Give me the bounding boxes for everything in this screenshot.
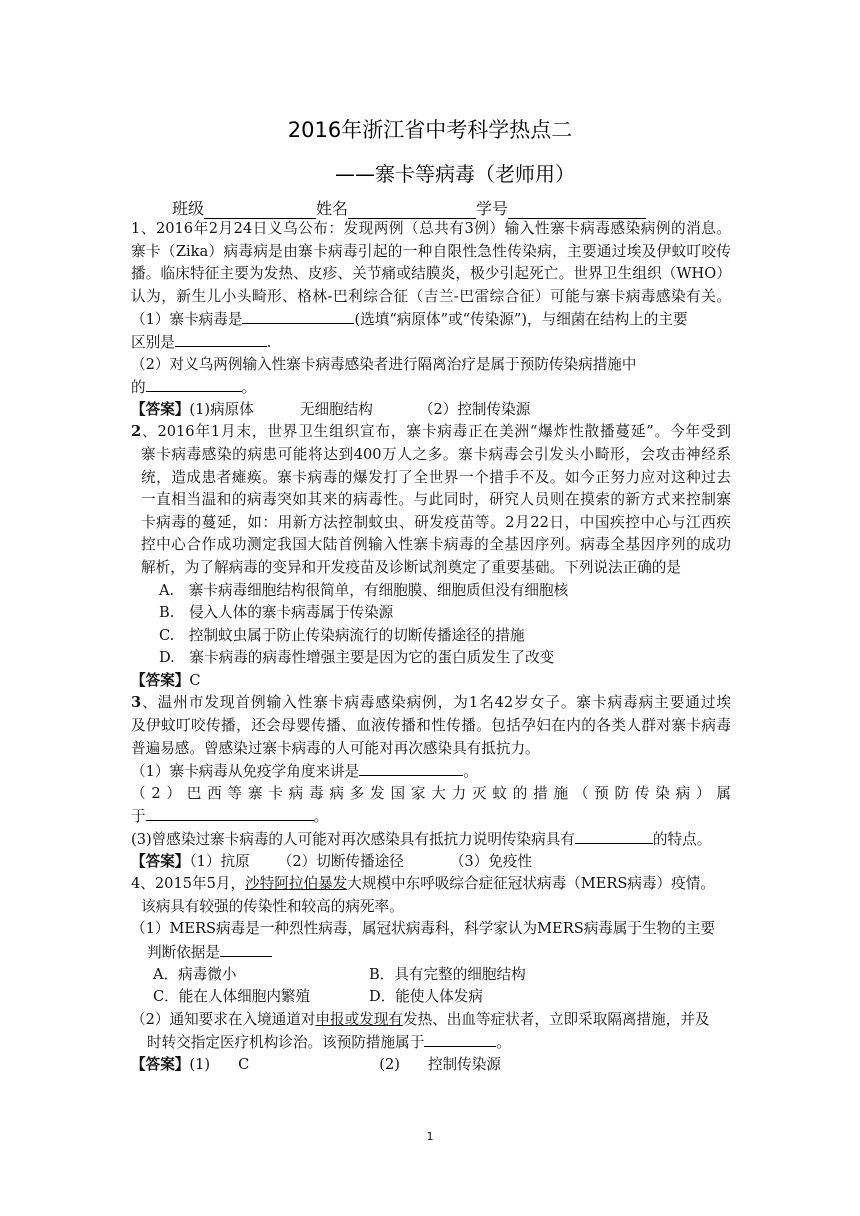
answer-label: 【答案】 <box>131 400 190 418</box>
answer-text: （2）切断传播途径 <box>277 852 404 870</box>
q4-sub2-text: 时转交指定医疗机构诊治。该预防措施属于 <box>147 1034 425 1052</box>
q3-number: 3 <box>131 694 142 712</box>
q4-text: 4、2015年5月， <box>131 875 246 893</box>
q1-line: 认为，新生儿小头畸形、格林-巴利综合征（吉兰-巴雷综合征）可能与寨卡病毒感染有关。 <box>131 287 731 305</box>
q4-blank-2[interactable] <box>424 1031 496 1047</box>
q4-sub1-text: 判断依据是 <box>147 944 220 961</box>
class-label: 班级 <box>172 199 205 218</box>
answer-text: (2) <box>379 1055 400 1073</box>
answer-label: 【答案】 <box>131 852 190 870</box>
q4-sub1-cont <box>131 941 731 964</box>
q3-sub1-text: 。 <box>463 763 478 781</box>
q3-line: 普遍易感。曾感染过寨卡病毒的人可能对再次感染具有抵抗力。 <box>131 739 540 757</box>
q4-blank-1[interactable] <box>220 941 272 957</box>
q4-option-d: D．能使人体发病 <box>369 988 483 1006</box>
q1-blank-3[interactable] <box>146 376 242 392</box>
q1-sub2-text: 的 <box>131 379 146 397</box>
id-label: 学号 <box>476 199 509 218</box>
q4-line: 该病具有较强的传染性和较高的病死率。 <box>141 897 404 915</box>
answer-text: C <box>189 671 201 689</box>
q4-sub2-cont <box>131 1031 731 1054</box>
q3-line <box>131 692 731 715</box>
q1-answer <box>131 399 731 422</box>
q3-sub3-text: (3)曾感染过寨卡病毒的人可能对再次感染具有抵抗力说明传染病具有 <box>131 831 575 849</box>
q3-sub1-text: （1）寨卡病毒从免疫学角度来讲是 <box>131 763 360 781</box>
q1-sub1-text: (选填“病原体”或“传染源”)，与细菌在结构上的主要 <box>354 311 688 329</box>
q4-sub2-text: 发热、出血等症状者，立即采取隔离措施，并及 <box>403 1010 710 1028</box>
q4-line <box>131 873 731 896</box>
q3-sub2-text: 。 <box>313 808 329 826</box>
name-label: 姓名 <box>316 199 349 218</box>
q4-options-row-2 <box>131 986 731 1009</box>
answer-text: (1)病原体 <box>189 400 254 418</box>
q2-number: 2 <box>131 423 142 441</box>
q1-blank-2[interactable] <box>175 331 267 347</box>
id-blank[interactable] <box>508 200 646 219</box>
q3-line: 及伊蚊叮咬传播，还会母婴传播、血液传播和性传播。包括孕妇在内的各类人群对寨卡病毒 <box>131 717 731 735</box>
page-number: 1 <box>426 1130 434 1143</box>
student-info-line <box>172 196 646 219</box>
q3-blank-1[interactable] <box>359 760 463 776</box>
q1-sub1-text: . <box>266 333 272 351</box>
q4-sub2-text: （2）通知要求在入境通道对 <box>131 1010 316 1028</box>
q1-sub1-cont <box>131 331 731 354</box>
q4-option-a: A．病毒微小 <box>153 965 237 983</box>
q1-blank-1[interactable] <box>242 308 354 324</box>
q4-sub2-text: 。 <box>496 1034 511 1052</box>
q1-sub2-cont <box>131 376 731 399</box>
q2-option-b: B. 侵入人体的寨卡病毒属于传染源 <box>159 604 394 622</box>
q3-sub1 <box>131 760 731 783</box>
q4-text: 大规模中东呼吸综合症征冠状病毒（MERS病毒）疫情。 <box>347 875 715 893</box>
q2-option-d: D. 寨卡病毒的病毒性增强主要是因为它的蛋白质发生了改变 <box>159 649 555 667</box>
q4-underlined-text: 沙特阿拉伯暴发 <box>245 875 348 893</box>
q3-sub3-text: 的特点。 <box>652 831 712 849</box>
page-title: 2016年浙江省中考科学热点二 <box>287 118 573 142</box>
q4-answer <box>131 1054 731 1077</box>
q2-answer <box>131 670 731 693</box>
question-body <box>131 218 731 1077</box>
q3-sub3 <box>131 828 731 851</box>
answer-label: 【答案】 <box>131 671 190 689</box>
answer-label: 【答案】 <box>131 1055 190 1073</box>
q2-line <box>131 421 731 444</box>
page-subtitle: ——寨卡等病毒（老师用） <box>335 162 575 186</box>
q1-line: 播。临床特征主要为发热、皮疹、关节痛或结膜炎，极少引起死亡。世界卫生组织（WHO） <box>131 265 731 283</box>
q1-line: 1、2016年2月24日义乌公布：发现两例（总共有3例）输入性寨卡病毒感染病例的消息。 <box>131 220 731 237</box>
q4-sub2 <box>131 1009 731 1032</box>
q2-line: 卡病毒的蔓延，如：用新方法控制蚊虫、研发疫苗等。2月22日，中国疾控中心与江西疾 <box>141 513 731 531</box>
q3-text: 、温州市发现首例输入性寨卡病毒感染病例，为1名42岁女子。寨卡病毒病主要通过埃 <box>141 694 731 712</box>
q3-sub2-text: 于 <box>131 808 146 826</box>
q4-underlined-text: 申报或发现有 <box>315 1010 403 1028</box>
q2-option-c: C. 控制蚊虫属于防止传染病流行的切断传播途径的措施 <box>159 626 525 644</box>
q3-sub2: （2）巴西等寨卡病毒病多发国家大力灭蚊的措施（预防传染病）属 <box>131 784 731 802</box>
q4-option-b: B．具有完整的细胞结构 <box>369 965 526 983</box>
q2-line: 控中心合作成功测定我国大陆首例输入性寨卡病毒的全基因序列。病毒全基因序列的成功 <box>141 536 731 554</box>
q2-line: 统，造成患者瘫痪。寨卡病毒的爆发打了全世界一个措手不及。如今正努力应对这种过去 <box>141 468 731 486</box>
q2-line: 解析，为了解病毒的变异和开发疫苗及诊断试剂奠定了重要基础。下列说法正确的是 <box>141 558 681 576</box>
answer-text: (1) <box>189 1055 211 1073</box>
q1-sub2-text: 。 <box>241 379 257 397</box>
q1-sub1-text: 区别是 <box>131 333 175 351</box>
answer-text: （2）控制传染源 <box>418 400 531 418</box>
class-blank[interactable] <box>204 200 316 219</box>
name-blank[interactable] <box>348 200 476 219</box>
answer-text: 控制传染源 <box>427 1055 501 1073</box>
q3-sub2-cont <box>131 805 731 828</box>
answer-text: 无细胞结构 <box>299 400 373 418</box>
q2-option-a: A. 寨卡病毒细胞结构很简单，有细胞膜、细胞质但没有细胞核 <box>159 581 569 599</box>
q2-text: 、2016年1月末，世界卫生组织宣布，寨卡病毒正在美洲“爆炸性散播蔓延”。今年受到 <box>141 423 731 441</box>
q4-option-c: C．能在人体细胞内繁殖 <box>153 988 311 1006</box>
q2-line: 一直相当温和的病毒突如其来的病毒性。与此同时，研究人员则在摸索的新方式来控制寨 <box>141 491 731 509</box>
answer-text: （3）免疫性 <box>449 852 533 870</box>
answer-text: C <box>238 1055 250 1073</box>
q3-blank-3[interactable] <box>575 828 653 844</box>
q3-blank-2[interactable] <box>146 805 314 821</box>
q1-sub1 <box>131 308 731 331</box>
q1-sub2: （2）对义乌两例输入性寨卡病毒感染者进行隔离治疗是属于预防传染病措施中 <box>131 355 637 373</box>
answer-text: （1）抗原 <box>189 852 250 870</box>
q1-line: 寨卡（Zika）病毒病是由寨卡病毒引起的一种自限性急性传染病，主要通过埃及伊蚊叮咬传 <box>131 242 731 260</box>
q2-line: 寨卡病毒感染的病患可能将达到400万人之多。寨卡病毒会引发头小畸形，会攻击神经系 <box>141 445 731 463</box>
q3-answer <box>131 851 731 874</box>
q4-sub1: （1）MERS病毒是一种烈性病毒，属冠状病毒科，科学家认为MERS病毒属于生物的主要 <box>131 920 716 938</box>
q4-options-row-1 <box>131 964 731 987</box>
q1-sub1-text: （1）寨卡病毒是 <box>131 311 243 329</box>
